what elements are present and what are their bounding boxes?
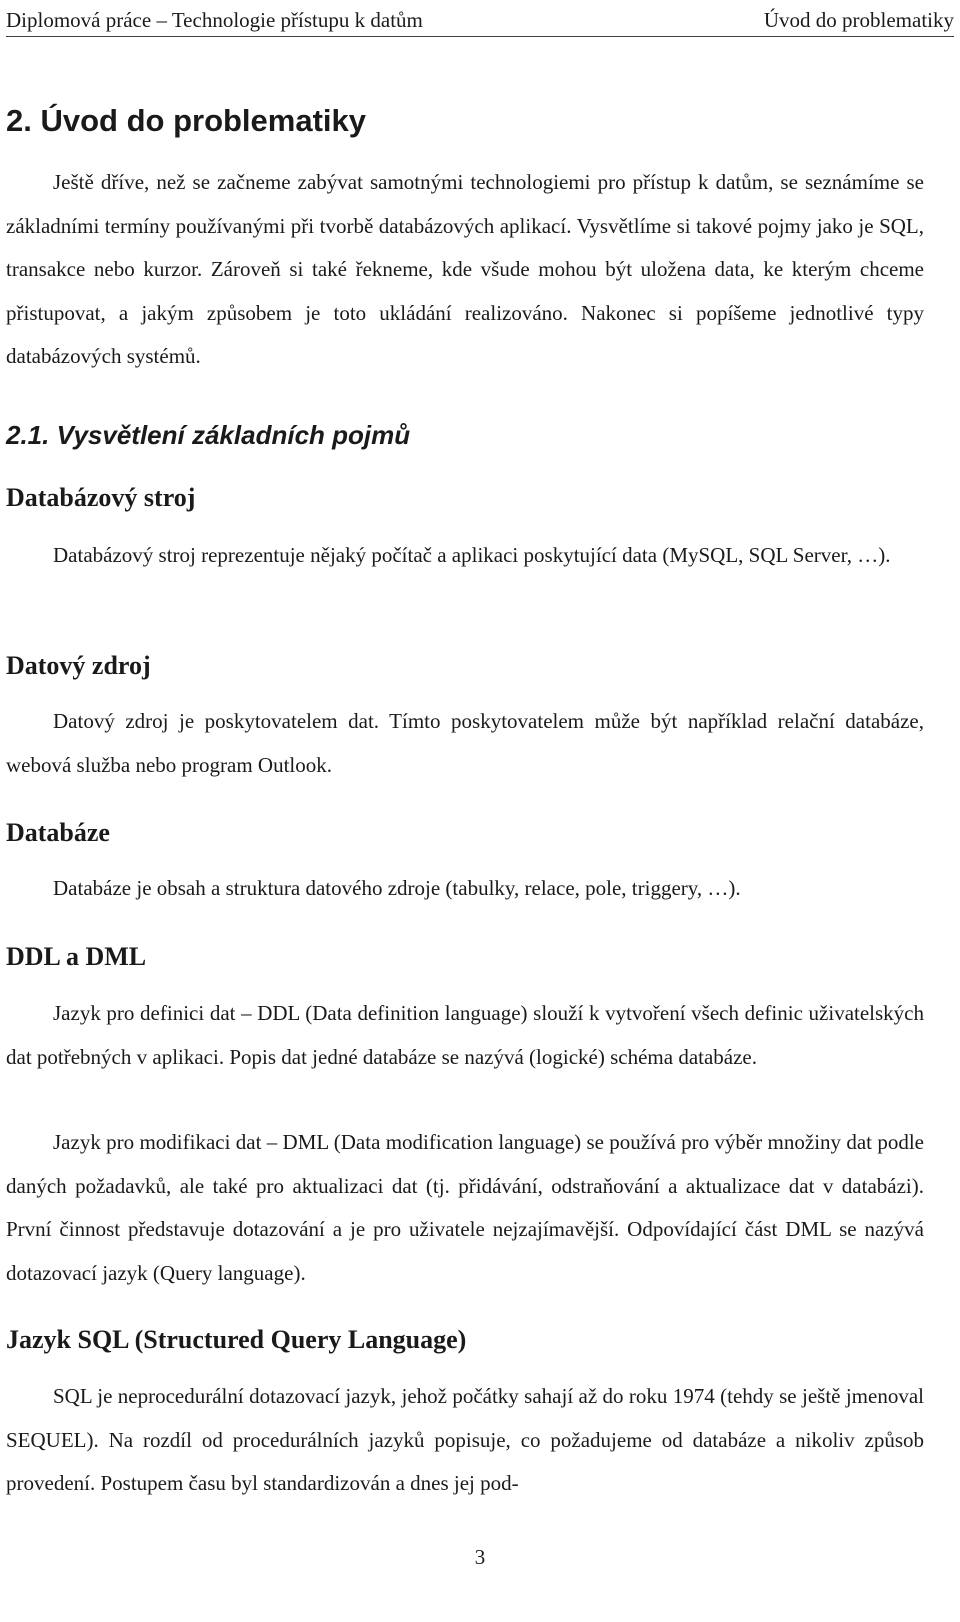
page-number: 3 <box>474 1545 486 1569</box>
term-paragraph-database-engine: Databázový stroj reprezentuje nějaký počítač a aplikaci poskytující data (MySQL, SQL Server, …). <box>53 543 891 567</box>
term-paragraph-dml: Jazyk pro modifikaci dat – DML (Data modification language) se používá pro výběr množiny dat podle daných požadavků, ale také pro aktualizaci dat (tj. přidávání, odstraňování a aktualizace dat v databázi). První činnost představuje dotazování a je pro uživatele nejzajímavější. Odpovídající část DML se nazývá dotazovací jazyk (Query language). <box>6 1130 924 1285</box>
term-heading-ddl-dml: DDL a DML <box>6 942 147 971</box>
term-paragraph-database: Databáze je obsah a struktura datového zdroje (tabulky, relace, pole, triggery, …). <box>53 876 741 900</box>
term-paragraph-sql: SQL je neprocedurální dotazovací jazyk, jehož počátky sahají až do roku 1974 (tehdy se ještě jmenoval SEQUEL). Na rozdíl od procedurálních jazyků popisuje, co požadujeme od databáze a nikoliv způsob provedení. Postupem času byl standardizován a dnes jej pod- <box>6 1384 924 1495</box>
term-heading-data-source: Datový zdroj <box>6 651 151 680</box>
chapter-title: 2. Úvod do problematiky <box>6 103 367 138</box>
term-paragraph-data-source: Datový zdroj je poskytovatelem dat. Tímto poskytovatelem může být například relační databáze, webová služba nebo program Outlook. <box>6 709 924 777</box>
term-heading-database: Databáze <box>6 818 110 847</box>
term-paragraph-ddl: Jazyk pro definici dat – DDL (Data definition language) slouží k vytvoření všech definic uživatelských dat potřebných v aplikaci. Popis dat jedné databáze se nazývá (logické) schéma databáze. <box>6 1001 924 1069</box>
header-document-title: Diplomová práce – Technologie přístupu k datům <box>6 7 423 32</box>
chapter-intro-paragraph: Ještě dříve, než se začneme zabývat samotnými technologiemi pro přístup k datům, se seznámíme se základními termíny používanými při tvorbě databázových aplikací. Vysvětlíme si takové pojmy jako je SQL, transakce nebo kurzor. Zároveň si také řekneme, kde všude mohou být uložena data, ke kterým chceme přistupovat, a jakým způsobem je toto ukládání realizováno. Nakonec si popíšeme jednotlivé typy databázových systémů. <box>6 170 924 368</box>
section-title: 2.1. Vysvětlení základních pojmů <box>6 420 411 450</box>
header-chapter-name: Úvod do problematiky <box>763 7 954 32</box>
running-header <box>6 4 954 37</box>
term-heading-sql: Jazyk SQL (Structured Query Language) <box>6 1325 467 1354</box>
term-heading-database-engine: Databázový stroj <box>6 483 196 512</box>
